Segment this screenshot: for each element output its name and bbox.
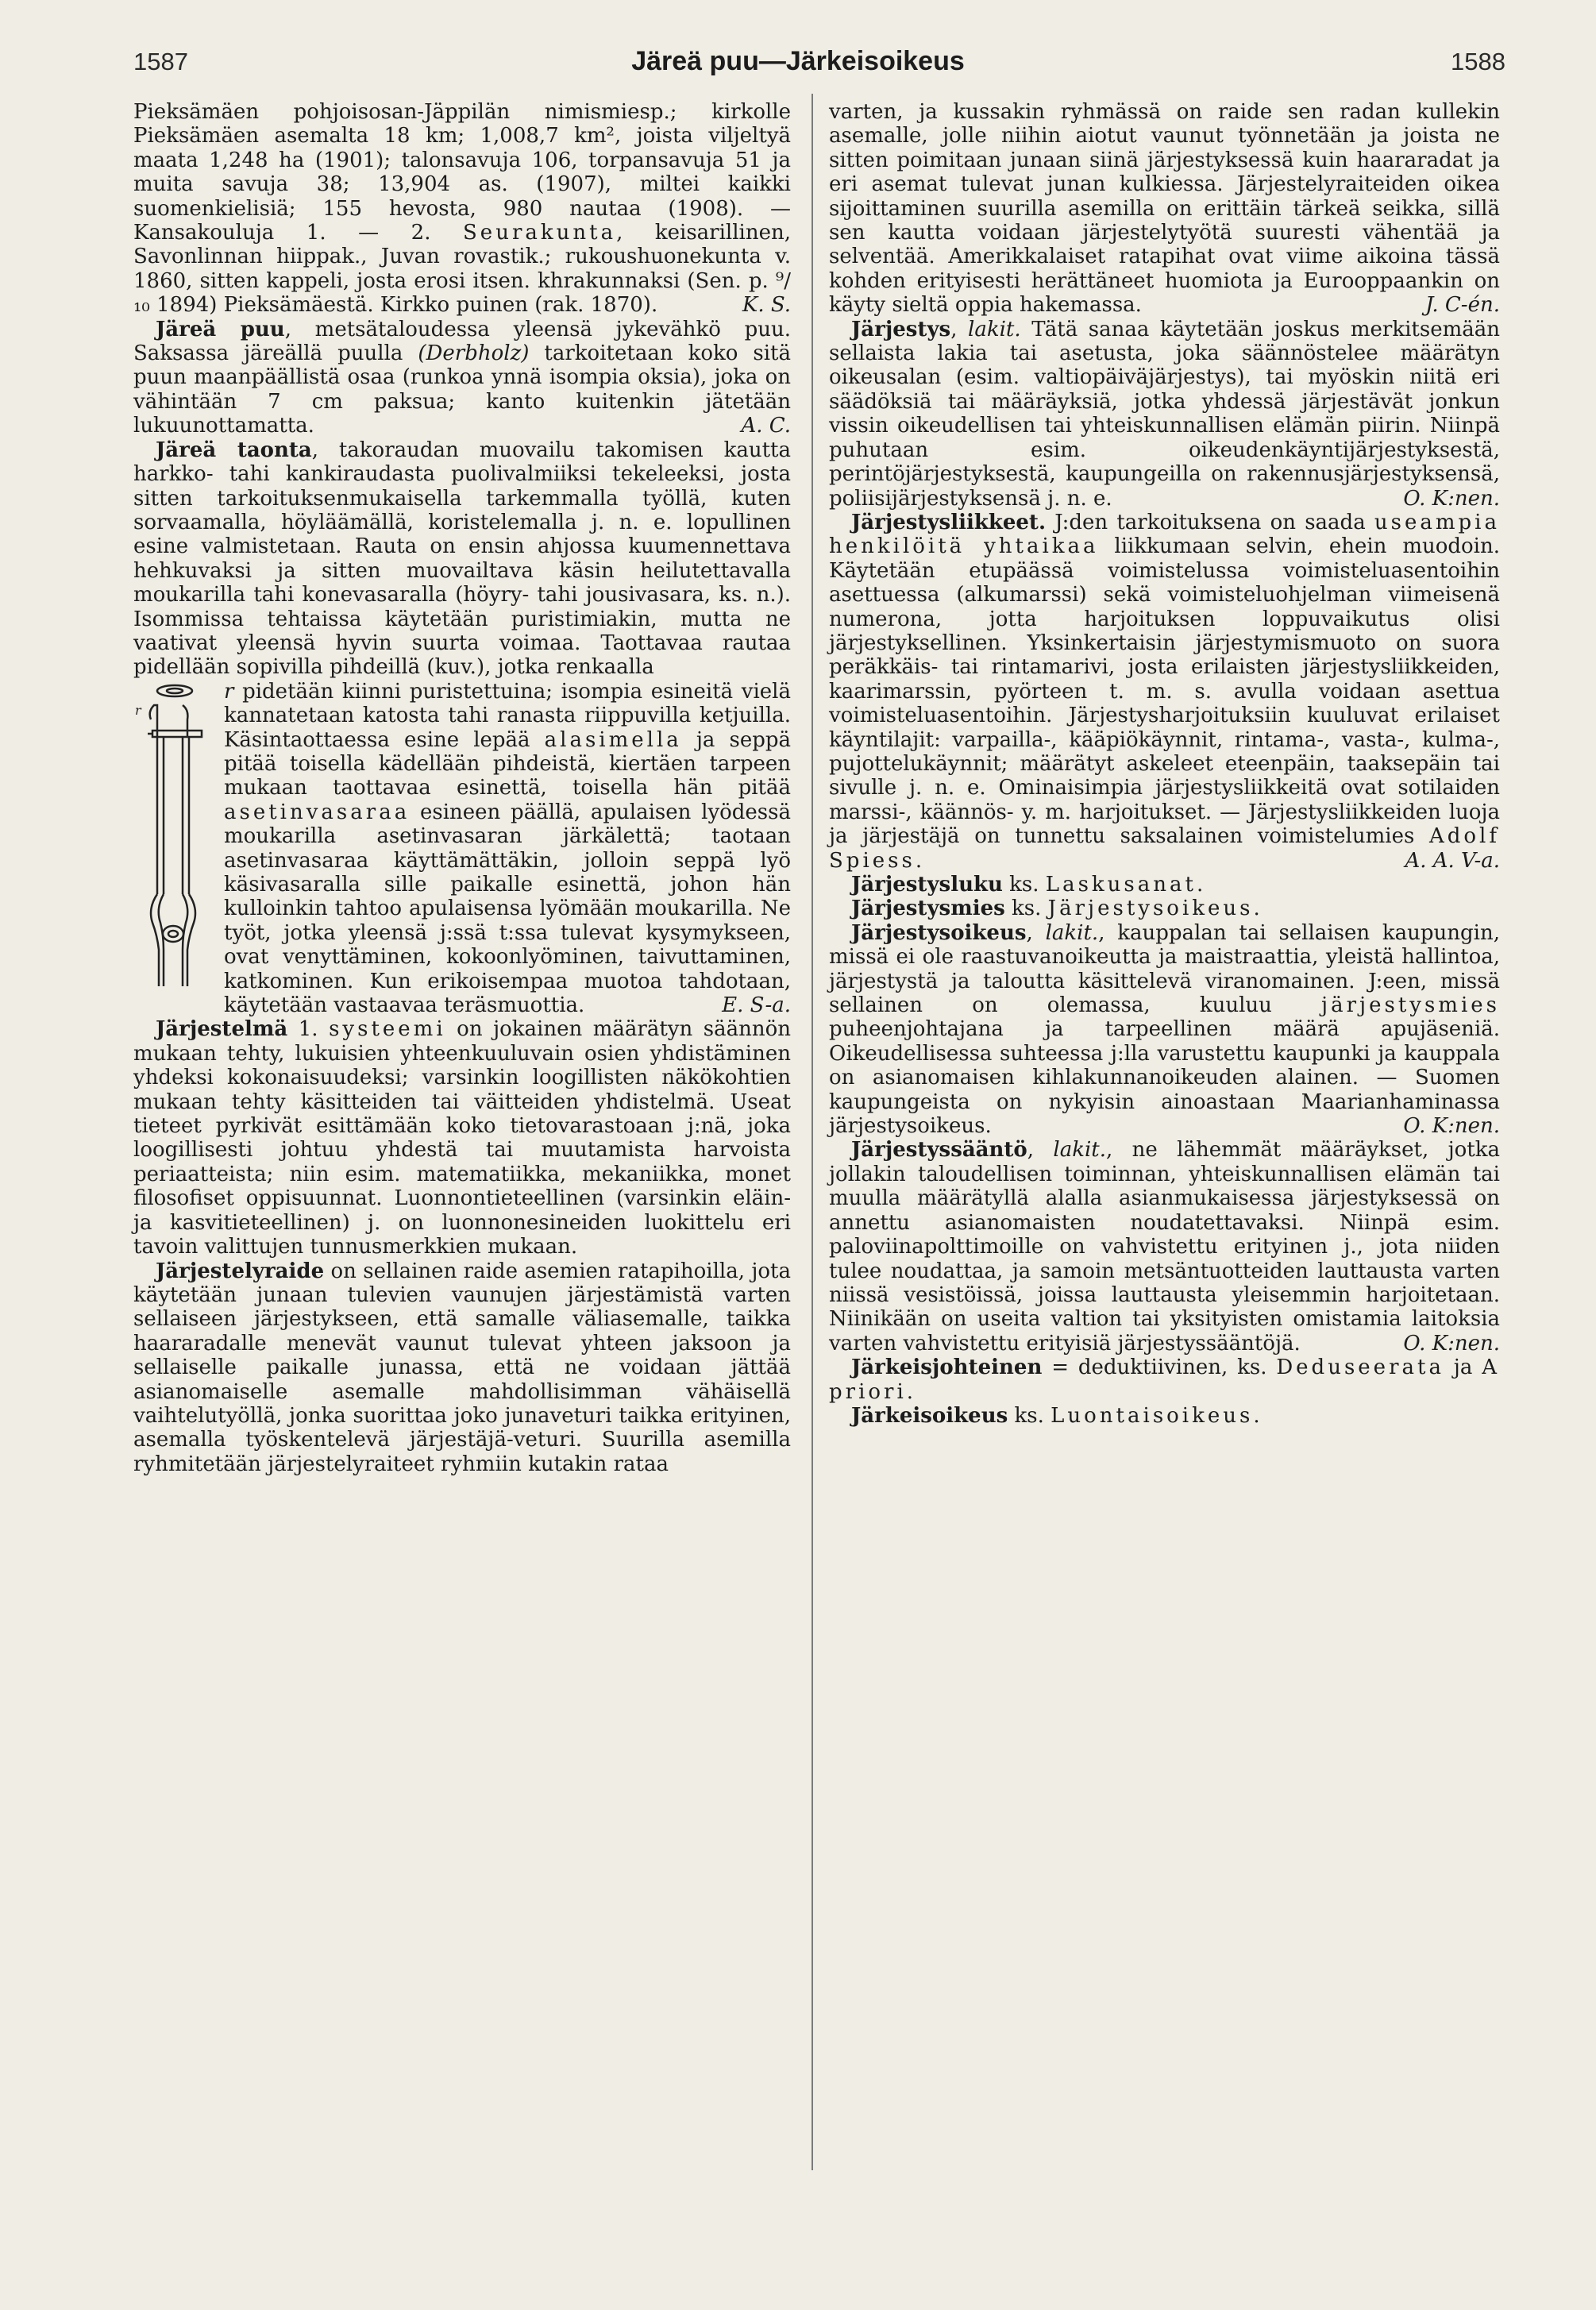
headword: Järkeisjohteinen (851, 1356, 1043, 1380)
author-signature: E. S-a. (722, 993, 791, 1018)
column-divider (811, 94, 813, 2170)
tongs-illustration (133, 681, 213, 991)
entry-jarjestelyraide: Järjestelyraide on sellainen raide asemien ratapihoilla, jota käytetään junaan tulevien vaunujen järjestämistä varten sellaiseen järjestykseen, että samalle väliasemalle, taikka haararadalle menevät vaunut tulevat yhteen jaksoon ja sellaiselle paikalle junassa, että ne voidaan jättää asianomaiselle asemalle mahdollisimman vähäisellä vaihtelutyöllä, jonka suorittaa joko junaveturi taikka erityinen, asemalla työskentelevä järjestäjä-veturi. Suurilla asemilla ryhmitetään järjestelyraiteet ryhmiin kutakin rataa (133, 1259, 791, 1476)
entry-jarea-taonta: Järeä taonta, takoraudan muovailu takomisen kautta harkko- tahi kankiraudasta puolivalmiiksi tekeleeksi, josta sitten tarkoituksenmukaisella tarkemmalla työllä, kuten sorvaamalla, höyläämällä, koristelemalla j. n. e. lopullinen esine valmistetaan. Rauta on ensin ahjossa kuumennettava hehkuvaksi ja sitten muovailtava käsin heilutettavalla moukarilla tahi konevasaralla (höyry- tahi jousivasara, ks. n.). Isommissa tehtaissa käytetään puristimiakin, mutta ne vaativat yleensä hyvin suurta voimaa. Taottavaa rautaa pidellään sopivilla pihdeillä (kuv.), jotka renkaalla (133, 438, 791, 680)
headword: Järjestysmies (851, 897, 1005, 921)
left-column (133, 100, 791, 1476)
entry-jarjestysoikeus: Järjestysoikeus, lakit., kauppalan tai sellaisen kaupungin, missä ei ole raastuvanoikeutta ja maistraattia, yleistä hallintoa, järjestystä ja taloutta käsittelevä viranomainen. J:een, missä sellainen on olemassa, kuuluu järjestysmies puheenjohtajana ja tarpeellinen määrä apujäseniä. Oikeudellisessa suhteessa j:lla varustettu kaupunki ja kauppala on asianomaisen kihlakunnanoikeuden alainen. — Suomen kaupungeista on nykyisin ainoastaan Maarianhaminassa järjestysoikeus. O. K:nen. (829, 920, 1500, 1139)
headword: Järkeisoikeus (851, 1403, 1008, 1428)
headword: Järjestysluku (851, 873, 1003, 897)
entry-continuation: Pieksämäen pohjoisosan-Jäppilän nimismiesp.; kirkolle Pieksämäen asemalta 18 km; 1,008,7 km², joista viljeltyä maata 1,248 ha (1901); talonsavuja 106, torpansavuja 51 ja muita savuja 38; 13,904 as. (1907), miltei kaikki suomenkielisiä; 155 hevosta, 980 nautaa (1908). — Kansakouluja 1. — 2. Seurakunta, keisarillinen, Savonlinnan hiippak., Juvan rovastik.; rukoushuonekunta v. 1860, sitten kappeli, josta erosi itsen. khrakunnaksi (Sen. p. ⁹/₁₀ 1894) Pieksämäestä. Kirkko puinen (rak. 1870). K. S. (133, 100, 791, 318)
tongs-figure-block: r r pidetään kiinni puristettuina; isompia esineitä vielä kannatetaan katosta tahi ranasta riippuvilla ketjuilla. Käsintaottaessa esine lepää alasimella ja seppä pitää toisella kädellään pihdeistä, kiertäen tarpeen mukaan taottavaa esinettä, toisella hän pitää asetinvasaraa esineen päällä, apulaisen lyödessä moukarilla asetinvasaran järkälettä; taotaan asetinvasaraa käyttämättäkin, jolloin seppä lyö käsivasaralla sille paikalle esinettä, johon hän kulloinkin tahtoo apulaisensa lyömään moukarilla. Ne työt, jotka yleensä j:ssä t:ssa tulevat kysymykseen, ovat venyttäminen, kokoonlyöminen, taivuttaminen, katkominen. Kun erikoisempaa muotoa tahdotaan, käytetään vastaavaa teräsmuottia. E. S-a. (135, 679, 791, 1018)
page-header (0, 48, 1596, 83)
headword: Järjestysliikkeet. (851, 510, 1046, 534)
entry-jarjestelma: Järjestelmä 1. systeemi on jokainen määrätyn säännön mukaan tehty, lukuisien yhteenkuuluvain osien yhdistäminen yhdeksi kokonaisuudeksi; varsinkin loogillisten näkökohtien mukaan tehty käsitteiden tai väitteiden yhdistelmä. Useat tieteet pyrkivät esittämään koko tietovarastoaan j:nä, joka loogillisesti johtuu yhdestä tai muutamista harvoista periaatteista; niin esim. matematiikka, mekaniikka, monet filosofiset oppisuunnat. Luonnontieteellinen (varsinkin eläin- ja kasvitieteellinen) j. on luonnonesineiden luokittelu eri tavoin valittujen tunnusmerkkien mukaan. (133, 1017, 791, 1259)
figure-label-r: r (135, 702, 141, 718)
headword: Järjestyssääntö (851, 1138, 1027, 1163)
right-column (829, 100, 1500, 1428)
entry-jarea-puu: Järeä puu, metsätaloudessa yleensä jykevähkö puu. Saksassa järeällä puulla (Derbholz) tarkoitetaan koko sitä puun maanpäällistä osaa (runkoa ynnä isompia oksia), joka on vähintään 7 cm paksua; kanto kuitenkin jätetään lukuunottamatta. A. C. (133, 317, 791, 438)
headword: Järjestysoikeus (851, 920, 1027, 945)
page-number-right: 1588 (1451, 48, 1505, 75)
tongs-icon (133, 681, 213, 991)
entry-jarjestysmies: Järjestysmies ks. Järjestysoikeus. (851, 897, 1260, 921)
headword: Järjestelmä (156, 1017, 288, 1042)
headword: Järjestys (851, 317, 951, 341)
author-signature: A. C. (741, 414, 791, 438)
headword: Järeä puu (156, 317, 285, 341)
headword: Järeä taonta (156, 438, 312, 462)
running-title: Järeä puu—Järkeisoikeus (631, 46, 965, 76)
author-signature: O. K:nen. (1403, 1114, 1500, 1139)
entry-jarjestyssaanto: Järjestyssääntö, lakit., ne lähemmät määräykset, jotka jollakin taloudellisen toiminnan, yhteiskunnallisen elämän tai muulla määrätyllä alalla asianmukaisessa järjestyksessä on annettu asianomaisten noudatettavaksi. Niinpä esim. paloviinapolttimoille on vahvistettu erityinen j., jota niiden tulee noudattaa, ja samoin metsäntuotteiden lauttausta varten niissä vesistöissä, joissa lauttausta yleisemmin harjoitetaan. Niinikään on useita valtion tai yksityisten omistamia laitoksia varten vahvistettu erityisiä järjestyssääntöjä. O. K:nen. (829, 1138, 1500, 1356)
headword: Järjestelyraide (156, 1259, 325, 1283)
entry-continuation: varten, ja kussakin ryhmässä on raide sen radan kullekin asemalle, jolle niihin aiotut vaunut työnnetään ja joista ne sitten poimitaan junaan siinä järjestyksessä kuin haararadat ja eri asemat tulevat junan kulkiessa. Järjestelyraiteiden oikea sijoittaminen suurilla asemilla on erittäin tärkeä seikka, sillä sen kautta voidaan järjestelytyötä suuresti vähentää ja selventää. Amerikkalaiset ratapihat ovat viime aikoina tässä kohden erityisesti herättäneet huomiota ja Eurooppaankin on käyty sieltä oppia hakemassa. J. C-én. (829, 100, 1500, 318)
entry-jarkeisoikeus: Järkeisoikeus ks. Luontaisoikeus. (851, 1403, 1260, 1428)
author-signature: O. K:nen. (1403, 1331, 1500, 1356)
author-signature: K. S. (742, 293, 791, 318)
author-signature: J. C-én. (1424, 293, 1500, 318)
author-signature: A. A. V-a. (1405, 848, 1500, 873)
entry-jarjestysluku: Järjestysluku ks. Laskusanat. (851, 873, 1204, 897)
page-number-left: 1587 (133, 48, 188, 75)
entry-jarkeisjohteinen: Järkeisjohteinen = deduktiivinen, ks. Deduseerata ja A priori. (829, 1356, 1501, 1404)
entry-jarjestysliikkeet: Järjestysliikkeet. J:den tarkoituksena on saada useampia henkilöitä yhtaikaa liikkumaan selvin, ehein muodoin. Käytetään etupäässä voimistelussa voimisteluasentoihin asettuessa (alkumarssi) sekä voimisteluohjelman viimeisenä numerona, jotta harjoituksen loppuvaikutus olisi järjestyksellinen. Yksinkertaisin järjestymismuoto on suora peräkkäis- tai rintamarivi, josta erilaisten järjestysliikkeiden, kaarimarssin, pyörteen t. m. s. avulla voidaan asettua voimisteluasentoihin. Järjestysharjoituksiin kuuluvat erilaiset käyntilajit: varpailla-, kääpiökäynnit, rintama-, vasta-, kulma-, pujottelukäynnit; määrätyt askeleet eteenpäin, taaksepäin tai sivulle j. n. e. Ominaisimpia järjestysliikkeitä ovat sotilaiden marssi-, käännös- y. m. harjoitukset. — Järjestysliikkeiden luoja ja järjestäjä on tunnettu saksalainen voimistelumies Adolf Spiess. A. A. V-a. (829, 510, 1500, 873)
author-signature: O. K:nen. (1403, 486, 1500, 511)
entry-jarjestys: Järjestys, lakit. Tätä sanaa käytetään joskus merkitsemään sellaista lakia tai asetusta, joka säännöstelee määrätyn oikeusalan (esim. valtiopäiväjärjestys), tai myöskin niitä eri säädöksiä tai määräyksiä, jotka yhdessä järjestävät jonkun vissin oikeudellisen tai yhteiskunnallisen elämän piirin. Niinpä puhutaan esim. oikeudenkäyntijärjestyksestä, perintöjärjestyksestä, kaupungeilla on rakennusjärjestyksensä, poliisijärjestyksensä j. n. e. O. K:nen. (829, 317, 1501, 511)
